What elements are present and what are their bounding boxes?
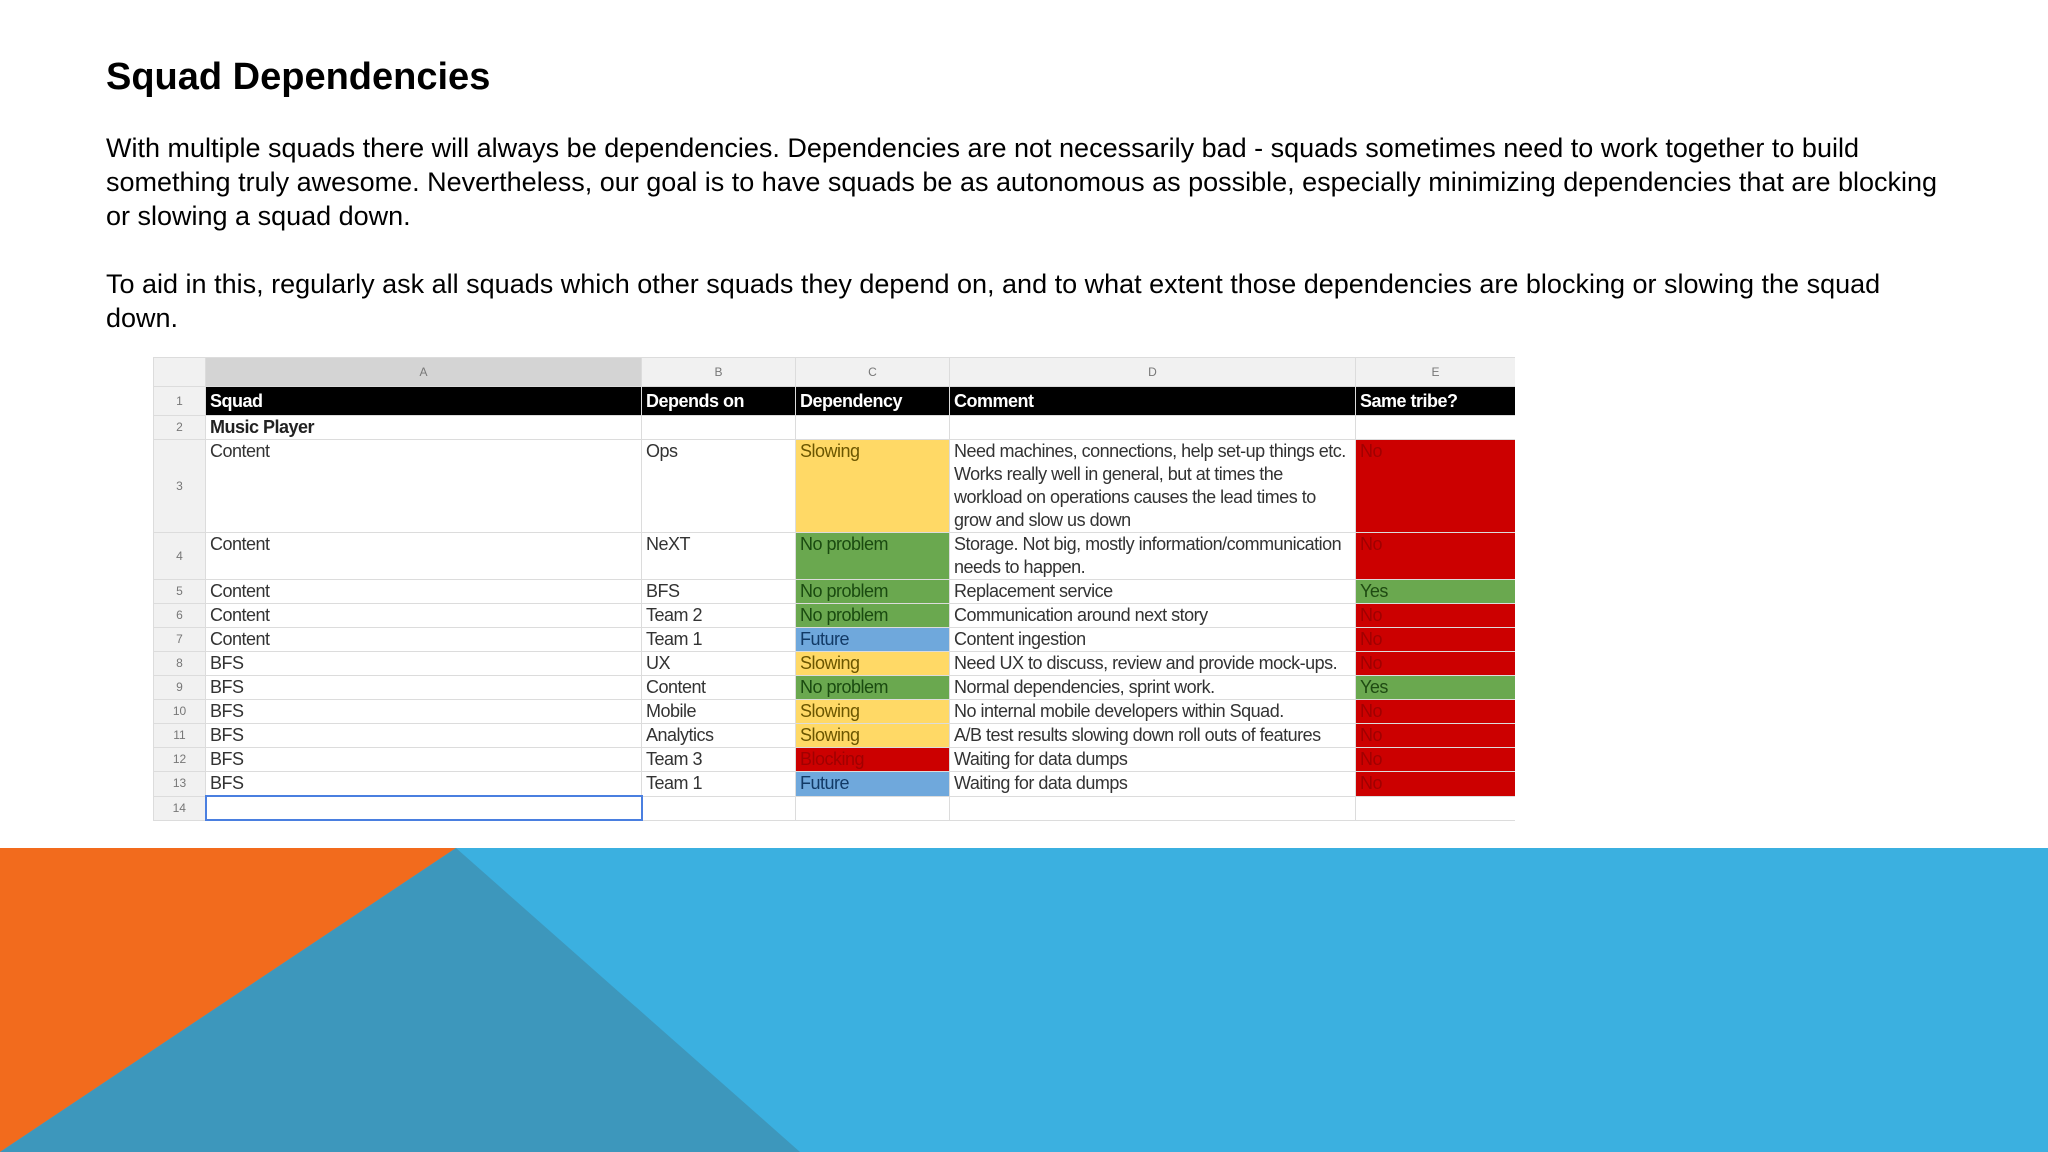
header-depends-on: Depends on [642, 387, 796, 416]
column-header-a: A [206, 358, 642, 387]
header-comment: Comment [950, 387, 1356, 416]
depends-on-cell: Team 2 [642, 604, 796, 628]
same-tribe-cell: No [1356, 652, 1516, 676]
dependency-status-cell: No problem [796, 604, 950, 628]
depends-on-cell: Team 1 [642, 772, 796, 797]
depends-on-cell: BFS [642, 580, 796, 604]
row-number: 13 [154, 772, 206, 797]
table-row [154, 652, 1516, 676]
table-row [154, 676, 1516, 700]
empty-cell [642, 416, 796, 440]
comment-cell: Waiting for data dumps [950, 772, 1356, 797]
dependency-status-cell: Slowing [796, 652, 950, 676]
comment-cell: Content ingestion [950, 628, 1356, 652]
squad-cell: BFS [206, 676, 642, 700]
same-tribe-cell: Yes [1356, 580, 1516, 604]
squad-cell: Content [206, 440, 642, 533]
dependency-status-cell: Slowing [796, 724, 950, 748]
same-tribe-cell: No [1356, 533, 1516, 580]
table-row [154, 628, 1516, 652]
footer-decoration [0, 848, 2048, 1152]
empty-cell [796, 796, 950, 820]
squad-cell: Content [206, 628, 642, 652]
aid-paragraph: To aid in this, regularly ask all squads which other squads they depend on, and to what extent those dependencies are blocking or slowing the squad down. [106, 269, 1881, 333]
row-number: 8 [154, 652, 206, 676]
squad-cell: BFS [206, 700, 642, 724]
row-number: 7 [154, 628, 206, 652]
same-tribe-cell: No [1356, 724, 1516, 748]
dependency-status-cell: Slowing [796, 700, 950, 724]
table-row [154, 580, 1516, 604]
squad-cell: Content [206, 580, 642, 604]
row-number: 10 [154, 700, 206, 724]
empty-cell [1356, 416, 1516, 440]
dependency-status-cell: Blocking [796, 748, 950, 772]
depends-on-cell: Analytics [642, 724, 796, 748]
dependency-status-cell: Future [796, 772, 950, 797]
row-number: 1 [154, 387, 206, 416]
same-tribe-cell: No [1356, 604, 1516, 628]
row-number: 5 [154, 580, 206, 604]
depends-on-cell: Content [642, 676, 796, 700]
corner-cell [154, 358, 206, 387]
depends-on-cell: UX [642, 652, 796, 676]
same-tribe-cell: No [1356, 440, 1516, 533]
row-number: 12 [154, 748, 206, 772]
table-row [154, 533, 1516, 580]
dependency-status-cell: Slowing [796, 440, 950, 533]
column-header-d: D [950, 358, 1356, 387]
squad-cell: BFS [206, 652, 642, 676]
comment-cell: Waiting for data dumps [950, 748, 1356, 772]
selected-cell[interactable] [206, 796, 642, 820]
row-number: 6 [154, 604, 206, 628]
comment-cell: A/B test results slowing down roll outs of features [950, 724, 1356, 748]
same-tribe-cell: No [1356, 628, 1516, 652]
row-number: 11 [154, 724, 206, 748]
depends-on-cell: Team 1 [642, 628, 796, 652]
dependency-status-cell: Future [796, 628, 950, 652]
dependency-spreadsheet [153, 357, 1515, 821]
depends-on-cell: Team 3 [642, 748, 796, 772]
depends-on-cell: Mobile [642, 700, 796, 724]
slide-title: Squad Dependencies [106, 56, 491, 98]
row-number: 14 [154, 796, 206, 820]
empty-cell [1356, 796, 1516, 820]
row-number: 4 [154, 533, 206, 580]
same-tribe-cell: No [1356, 700, 1516, 724]
comment-cell: Need UX to discuss, review and provide mock-ups. [950, 652, 1356, 676]
table-row [154, 604, 1516, 628]
squad-cell: BFS [206, 724, 642, 748]
squad-cell: Content [206, 604, 642, 628]
squad-cell: BFS [206, 748, 642, 772]
column-header-c: C [796, 358, 950, 387]
same-tribe-cell: No [1356, 748, 1516, 772]
table-row [154, 724, 1516, 748]
column-header-e: E [1356, 358, 1516, 387]
header-squad: Squad [206, 387, 642, 416]
table-row [154, 440, 1516, 533]
row-number: 3 [154, 440, 206, 533]
squad-cell: Content [206, 533, 642, 580]
dependency-status-cell: No problem [796, 533, 950, 580]
header-same-tribe: Same tribe? [1356, 387, 1516, 416]
row-number: 9 [154, 676, 206, 700]
row-number: 2 [154, 416, 206, 440]
same-tribe-cell: Yes [1356, 676, 1516, 700]
empty-cell [796, 416, 950, 440]
comment-cell: Storage. Not big, mostly information/communication needs to happen. [950, 533, 1356, 580]
empty-cell [642, 796, 796, 820]
comment-cell: Replacement service [950, 580, 1356, 604]
group-label: Music Player [206, 416, 642, 440]
comment-cell: Need machines, connections, help set-up things etc. Works really well in general, but at times the workload on operations causes the lead times to grow and slow us down [950, 440, 1356, 533]
empty-cell [950, 796, 1356, 820]
table-row [154, 772, 1516, 797]
squad-cell: BFS [206, 772, 642, 797]
comment-cell: Communication around next story [950, 604, 1356, 628]
table-row [154, 700, 1516, 724]
dependency-status-cell: No problem [796, 580, 950, 604]
empty-cell [950, 416, 1356, 440]
table-row [154, 748, 1516, 772]
depends-on-cell: NeXT [642, 533, 796, 580]
dependency-status-cell: No problem [796, 676, 950, 700]
comment-cell: No internal mobile developers within Squad. [950, 700, 1356, 724]
intro-paragraph: With multiple squads there will always be dependencies. Dependencies are not necessarily bad - squads sometimes need to work together to build something truly awesome. Nevertheless, our goal is to have squads be as autonomous as possible, especially minimizing dependencies that are blocking or slowing a squad down. [106, 133, 1938, 231]
same-tribe-cell: No [1356, 772, 1516, 797]
header-dependency: Dependency [796, 387, 950, 416]
column-header-b: B [642, 358, 796, 387]
depends-on-cell: Ops [642, 440, 796, 533]
comment-cell: Normal dependencies, sprint work. [950, 676, 1356, 700]
